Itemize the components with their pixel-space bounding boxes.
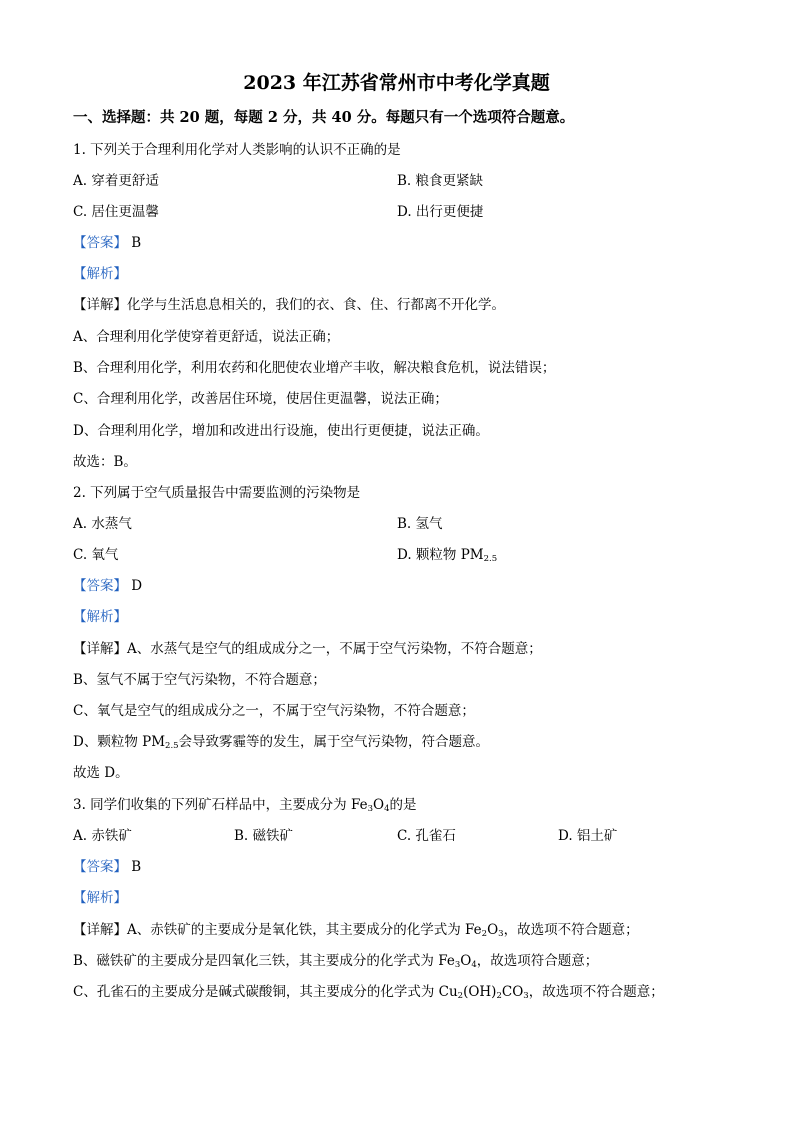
text: B、磁铁矿的主要成分是四氧化三铁，其主要成分的化学式为 Fe <box>73 953 455 969</box>
answer-tag: 【答案】 <box>73 235 127 251</box>
q1-explain-b: B、合理利用化学，利用农药和化肥使农业增产丰收，解决粮食危机，说法错误； <box>73 360 556 376</box>
q2-option-b: B. 氢气 <box>397 516 443 532</box>
answer-value: D <box>131 578 143 594</box>
q3-explain-c <box>73 983 664 1001</box>
text: ，故选项不符合题意； <box>528 984 664 1000</box>
subscript: 4 <box>384 804 390 814</box>
subscript: 4 <box>471 960 477 970</box>
q2-explain-d <box>73 733 489 751</box>
q1-option-c: C. 居住更温馨 <box>73 204 159 220</box>
text: 会导致雾霾等的发生，属于空气污染物，符合题意。 <box>178 734 490 750</box>
q2-stem: 2. 下列属于空气质量报告中需要监测的污染物是 <box>73 485 361 501</box>
option-text: D. 颗粒物 PM <box>397 547 484 563</box>
subscript: 2 <box>496 991 502 1001</box>
q1-explain-c: C、合理利用化学，改善居住环境，使居住更温馨，说法正确； <box>73 391 448 407</box>
text: O <box>487 922 499 938</box>
q3-answer <box>73 858 141 876</box>
q2-detail <box>73 640 542 658</box>
q3-option-d: D. 铝土矿 <box>558 828 618 844</box>
detail-tag: 【详解】 <box>73 922 127 938</box>
q2-option-a: A. 水蒸气 <box>73 516 132 532</box>
text: (OH) <box>463 984 497 1000</box>
q1-analysis-tag: 【解析】 <box>73 266 127 282</box>
q2-analysis-tag: 【解析】 <box>73 609 127 625</box>
q3-analysis-tag: 【解析】 <box>73 890 127 906</box>
q3-option-c: C. 孔雀石 <box>397 828 456 844</box>
q3-option-a: A. 赤铁矿 <box>73 828 132 844</box>
subscript: 3 <box>367 804 374 814</box>
answer-value: B <box>131 235 142 251</box>
q1-answer <box>73 234 141 252</box>
q1-stem: 1. 下列关于合理利用化学对人类影响的认识不正确的是 <box>73 142 401 158</box>
q1-option-d: D. 出行更便捷 <box>397 204 484 220</box>
answer-tag: 【答案】 <box>73 578 127 594</box>
text: CO <box>501 984 524 1000</box>
q3-explain-a <box>73 921 639 939</box>
text: O <box>460 953 472 969</box>
text: 3. 同学们收集的下列矿石样品中，主要成分为 Fe <box>73 797 368 813</box>
detail-tag: 【详解】 <box>73 297 127 313</box>
subscript: 3 <box>523 991 529 1001</box>
q3-option-b: B. 磁铁矿 <box>234 828 294 844</box>
text: ，故选项符合题意； <box>476 953 599 969</box>
subscript: 2 <box>457 991 464 1001</box>
subscript: 3 <box>454 960 461 970</box>
text: C、孔雀石的主要成分是碱式碳酸铜，其主要成分的化学式为 Cu <box>73 984 458 1000</box>
section-heading: 一、选择题：共 20 题，每题 2 分，共 40 分。每题只有一个选项符合题意。 <box>73 109 575 126</box>
q2-explain-b: B、氢气不属于空气污染物，不符合题意； <box>73 672 326 688</box>
text: O <box>373 797 385 813</box>
text: 的是 <box>389 797 417 813</box>
text: D、颗粒物 PM <box>73 734 166 750</box>
subscript: 2 <box>481 929 488 939</box>
detail-text: A、水蒸气是空气的组成成分之一，不属于空气污染物，不符合题意； <box>127 641 542 657</box>
q2-explain-c: C、氧气是空气的组成成分之一，不属于空气污染物，不符合题意； <box>73 703 475 719</box>
detail-tag: 【详解】 <box>73 641 127 657</box>
q2-conclusion: 故选 D。 <box>73 765 129 781</box>
answer-value: B <box>131 859 142 875</box>
q1-option-a: A. 穿着更舒适 <box>73 173 159 189</box>
q1-detail <box>73 296 505 314</box>
detail-text: 化学与生活息息相关的，我们的衣、食、住、行都离不开化学。 <box>127 297 505 313</box>
subscript: 3 <box>498 929 504 939</box>
q1-explain-d: D、合理利用化学，增加和改进出行设施，使出行更便捷，说法正确。 <box>73 423 489 439</box>
q2-option-c: C. 氧气 <box>73 547 119 563</box>
text: ，故选项不符合题意； <box>503 922 639 938</box>
subscript: 2.5 <box>483 554 498 564</box>
answer-tag: 【答案】 <box>73 859 127 875</box>
text: A、赤铁矿的主要成分是氧化铁，其主要成分的化学式为 Fe <box>127 922 482 938</box>
q1-conclusion: 故选：B。 <box>73 454 137 470</box>
page-title: 2023 年江苏省常州市中考化学真题 <box>243 72 550 94</box>
q3-stem <box>73 796 417 814</box>
q3-explain-b <box>73 952 598 970</box>
q2-answer <box>73 577 142 595</box>
q2-option-d <box>397 546 497 564</box>
subscript: 2.5 <box>165 741 179 751</box>
q1-option-b: B. 粮食更紧缺 <box>397 173 484 189</box>
q1-explain-a: A、合理利用化学使穿着更舒适，说法正确； <box>73 329 340 345</box>
